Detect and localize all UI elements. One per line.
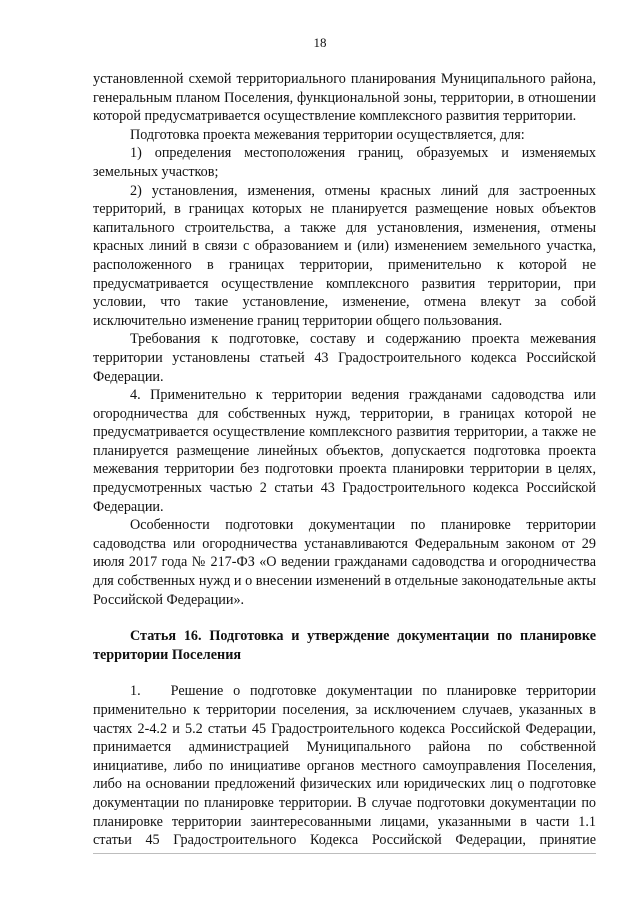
paragraph-item-1: 1) определения местоположения границ, образуемых и изменяемых земельных участков;: [93, 145, 596, 180]
article-heading: Статья 16. Подготовка и утверждение документации по планировке территории Поселения: [93, 628, 596, 663]
item-number: 1.: [130, 683, 141, 700]
paragraph-gardening-law: Особенности подготовки документации по планировке территории садоводства или огородничества устанавливаются Федеральным законом от 29 июля 2017 года № 217-ФЗ «О ведении гражданами садоводства и огородничества для собственных нужд и о внесении изменений в отдельные законодательные акты Российской Федерации».: [93, 517, 596, 608]
numbered-item-1: [93, 682, 596, 849]
paragraph-point-4: 4. Применительно к территории ведения гражданами садоводства или огородничества для собственных нужд, территории, в границах которой не предусматривается осуществление комплексного развития территории, а также не планируется размещение линейных объектов, допускается подготовка проекта межевания территории без подготовки проекта планировки территории в целях, предусмотренных частью 2 статьи 43 Градостроительного кодекса Российской Федерации.: [93, 387, 596, 515]
paragraph-continuation: установленной схемой территориального планирования Муниципального района, генеральным планом Поселения, функциональной зоны, территории, в отношении которой предусматривается осуществление комплексного развития территории.: [93, 71, 596, 125]
paragraph-item-2: 2) установления, изменения, отмены красных линий для застроенных территорий, в границах которых не планируется размещение новых объектов капитального строительства, а также для установления, изменения, отмены красных линий в связи с образованием и (или) изменением земельного участка, расположенного в границах территории, применительно к которой не предусматривается осуществление комплексного развития территории, при условии, что такие установление, изменение, отмена влекут за собой исключительно изменение границ территории общего пользования.: [93, 182, 596, 329]
document-body: [93, 70, 596, 850]
paragraph-survey-purpose: Подготовка проекта межевания территории осуществляется, для:: [130, 126, 525, 143]
spacer: [93, 664, 596, 682]
footer-divider: [93, 853, 596, 854]
item-text: Решение о подготовке документации по планировке территории применительно к территории поселения, за исключением случаев, указанных в частях 2-4.2 и 5.2 статьи 45 Градостроительного кодекса Российской Федерации, принимается администрацией Муниципального района по собственной инициативе, либо по инициативе органов местного самоуправления Поселения, либо на основании предложений физических или юридических лиц о подготовке документации по планировке территории. В случае подготовки документации по планировке территории заинтересованными лицами, указанными в части 1.1 статьи 45 Градостроительного Кодекса Российской Федерации, принятие: [93, 683, 596, 849]
page-number: 18: [313, 35, 327, 50]
paragraph-requirements: Требования к подготовке, составу и содержанию проекта межевания территории установлены статьей 43 Градостроительного кодекса Российской Федерации.: [93, 331, 596, 385]
